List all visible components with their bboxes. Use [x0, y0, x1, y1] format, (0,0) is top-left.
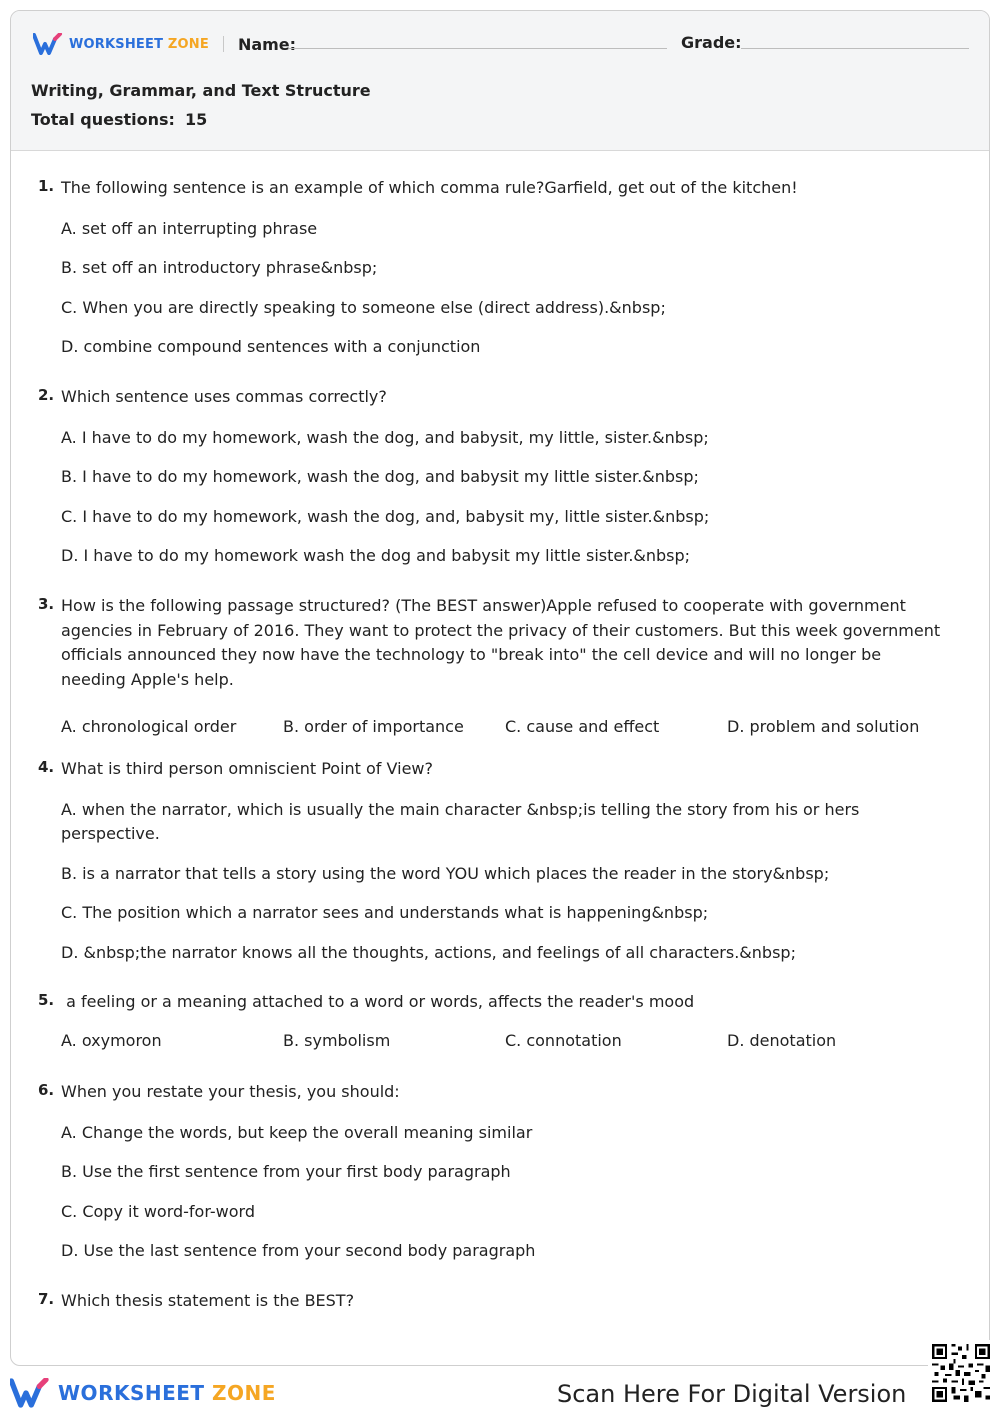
option-a[interactable]: A. when the narrator, which is usually the main character &nbsp;is telling the story from his or hers perspective.	[61, 800, 860, 843]
name-field[interactable]	[289, 48, 667, 49]
question-number: 2.	[38, 386, 55, 404]
brand-logo	[33, 33, 296, 55]
option-c[interactable]: C. Copy it word-for-word	[61, 1202, 255, 1221]
scan-text: Scan Here For Digital Version	[557, 1380, 907, 1408]
total-questions	[31, 110, 207, 129]
option-d[interactable]: D. denotation	[727, 1031, 837, 1050]
question-text: The following sentence is an example of which comma rule?Garfield, get out of the kitchen!	[61, 178, 798, 197]
worksheetzone-logo-icon	[10, 1378, 50, 1408]
option-row	[61, 1031, 951, 1050]
question-number: 6.	[38, 1081, 55, 1099]
name-label: Name:	[237, 34, 297, 54]
option-d[interactable]: D. problem and solution	[727, 717, 920, 736]
question-number: 4.	[38, 758, 55, 776]
question-number: 3.	[38, 595, 55, 613]
question-text: a feeling or a meaning attached to a word or words, affects the reader's mood	[61, 992, 695, 1011]
question-number: 7.	[38, 1290, 55, 1308]
question-text: When you restate your thesis, you should:	[61, 1082, 400, 1101]
question-text: What is third person omniscient Point of View?	[61, 759, 433, 778]
brand-wordmark	[69, 37, 209, 52]
worksheetzone-logo-icon	[33, 33, 63, 55]
page-footer	[0, 1366, 1000, 1414]
footer-brand-logo	[10, 1378, 276, 1408]
question-number: 1.	[38, 177, 55, 195]
grade-label: Grade:	[681, 33, 742, 52]
option-b[interactable]: B. I have to do my homework, wash the dog, and babysit my little sister.&nbsp;	[61, 467, 699, 486]
total-value: 15	[184, 110, 208, 129]
option-d[interactable]: D. Use the last sentence from your second body paragraph	[61, 1241, 536, 1260]
worksheet-title: Writing, Grammar, and Text Structure	[31, 81, 371, 100]
option-row	[61, 717, 951, 736]
brand-accent: ZONE	[167, 36, 209, 52]
header-divider	[223, 36, 224, 52]
option-b[interactable]: B. is a narrator that tells a story using the word YOU which places the reader in the story&nbsp;	[61, 864, 830, 883]
option-a[interactable]: A. chronological order	[61, 717, 237, 736]
worksheet-header	[11, 11, 989, 151]
option-d[interactable]: D. &nbsp;the narrator knows all the thoughts, actions, and feelings of all characters.&nbsp;	[61, 943, 796, 962]
total-label: Total questions:	[31, 110, 175, 129]
option-b[interactable]: B. Use the first sentence from your first body paragraph	[61, 1162, 511, 1181]
option-d[interactable]: D. I have to do my homework wash the dog and babysit my little sister.&nbsp;	[61, 546, 691, 565]
option-c[interactable]: C. The position which a narrator sees and understands what is happening&nbsp;	[61, 903, 709, 922]
question-text: How is the following passage structured? (The BEST answer)Apple refused to cooperate with government agencies in February of 2016. They want to protect the privacy of their customers. But this week government officials announced they now have the technology to "break into" the cell device and will no longer be needing Apple's help.	[61, 596, 941, 689]
option-a[interactable]: A. Change the words, but keep the overall meaning similar	[61, 1123, 533, 1142]
option-c[interactable]: C. cause and effect	[505, 717, 660, 736]
option-a[interactable]: A. I have to do my homework, wash the dog, and babysit, my little, sister.&nbsp;	[61, 428, 709, 447]
option-b[interactable]: B. symbolism	[283, 1031, 391, 1050]
footer-brand-accent: ZONE	[212, 1381, 276, 1405]
option-d[interactable]: D. combine compound sentences with a conjunction	[61, 337, 481, 356]
option-c[interactable]: C. I have to do my homework, wash the dog, and, babysit my, little sister.&nbsp;	[61, 507, 710, 526]
worksheet-sheet	[10, 10, 990, 1366]
option-b[interactable]: B. set off an introductory phrase&nbsp;	[61, 258, 378, 277]
footer-brand-main: WORKSHEET	[58, 1381, 205, 1405]
option-c[interactable]: C. connotation	[505, 1031, 622, 1050]
qr-code-icon[interactable]	[928, 1340, 994, 1406]
question-text: Which thesis statement is the BEST?	[61, 1291, 355, 1310]
option-b[interactable]: B. order of importance	[283, 717, 464, 736]
footer-brand-wordmark	[58, 1381, 276, 1405]
option-a[interactable]: A. set off an interrupting phrase	[61, 219, 318, 238]
question-text: Which sentence uses commas correctly?	[61, 387, 387, 406]
question-number: 5.	[38, 991, 55, 1009]
grade-field[interactable]	[741, 48, 969, 49]
brand-main: WORKSHEET	[69, 36, 164, 52]
option-c[interactable]: C. When you are directly speaking to someone else (direct address).&nbsp;	[61, 298, 666, 317]
option-a[interactable]: A. oxymoron	[61, 1031, 162, 1050]
